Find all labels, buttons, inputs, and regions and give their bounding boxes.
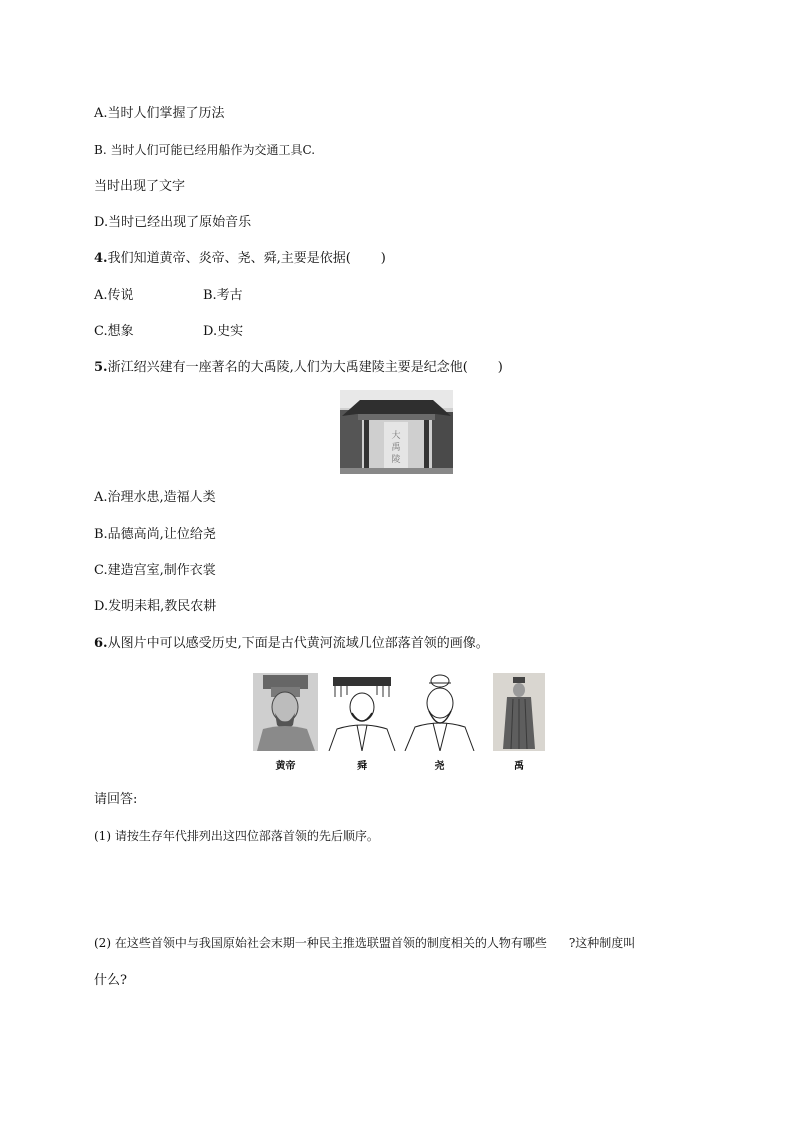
- q5-number: 5.: [94, 360, 108, 375]
- dayu-mausoleum-photo: [340, 390, 453, 474]
- q4-text: 我们知道黄帝、炎帝、尧、舜,主要是依据(: [107, 251, 351, 266]
- q4-number: 4.: [94, 251, 108, 266]
- q5-option-c: C.建造宫室,制作衣裳: [94, 563, 216, 578]
- q4-option-c: C.想象: [94, 324, 134, 339]
- portrait-label-yu: 禹: [514, 761, 524, 772]
- q6-sub-question-2-part-b: ?这种制度叫: [568, 936, 636, 950]
- q6-sub-question-2: [94, 936, 635, 950]
- q5-option-a: A.治理水患,造福人类: [94, 490, 216, 505]
- q5-stem: [94, 360, 503, 376]
- q5-close: ): [497, 360, 503, 375]
- svg-text:大: 大: [391, 431, 401, 441]
- q4-option-b: B.考古: [203, 288, 243, 303]
- q6-sub-question-2-part-a: (2) 在这些首领中与我国原始社会末期一种民主推选联盟首领的制度相关的人物有哪些: [94, 936, 547, 950]
- q3-option-c: 当时出现了文字: [94, 179, 186, 194]
- portrait-huangdi: [253, 673, 318, 751]
- q3-option-d: D.当时已经出现了原始音乐: [94, 215, 252, 230]
- portrait-shun: [327, 673, 397, 751]
- svg-text:陵: 陵: [391, 455, 401, 465]
- svg-text:禹: 禹: [391, 443, 401, 453]
- q3-option-b: B. 当时人们可能已经用船作为交通工具C.: [94, 143, 316, 157]
- q5-option-b: B.品德高尚,让位给尧: [94, 527, 216, 542]
- q4-options-row-1: [94, 288, 134, 304]
- q5-text: 浙江绍兴建有一座著名的大禹陵,人们为大禹建陵主要是纪念他(: [107, 360, 468, 375]
- q6-stem: [94, 636, 489, 652]
- q5-option-d: D.发明耒耜,教民农耕: [94, 599, 217, 614]
- portrait-label-yao: 尧: [434, 761, 445, 772]
- portrait-yao: [403, 673, 476, 751]
- q6-sub-question-1: (1) 请按生存年代排列出这四位部落首领的先后顺序。: [94, 829, 379, 843]
- q4-option-a: A.传说: [94, 288, 134, 303]
- q6-prompt: 请回答:: [94, 792, 138, 807]
- q4-close: ): [380, 251, 386, 266]
- portrait-label-shun: 舜: [357, 761, 367, 772]
- q6-text: 从图片中可以感受历史,下面是古代黄河流域几位部落首领的画像。: [107, 636, 489, 651]
- q6-number: 6.: [94, 636, 108, 651]
- q4-stem: [94, 251, 386, 267]
- q3-option-a: A.当时人们掌握了历法: [94, 106, 225, 121]
- portrait-yu: [493, 673, 545, 751]
- portrait-label-huangdi: 黄帝: [275, 761, 296, 772]
- q4-option-d: D.史实: [203, 324, 244, 339]
- q6-sub-question-2-continued: 什么?: [94, 973, 127, 988]
